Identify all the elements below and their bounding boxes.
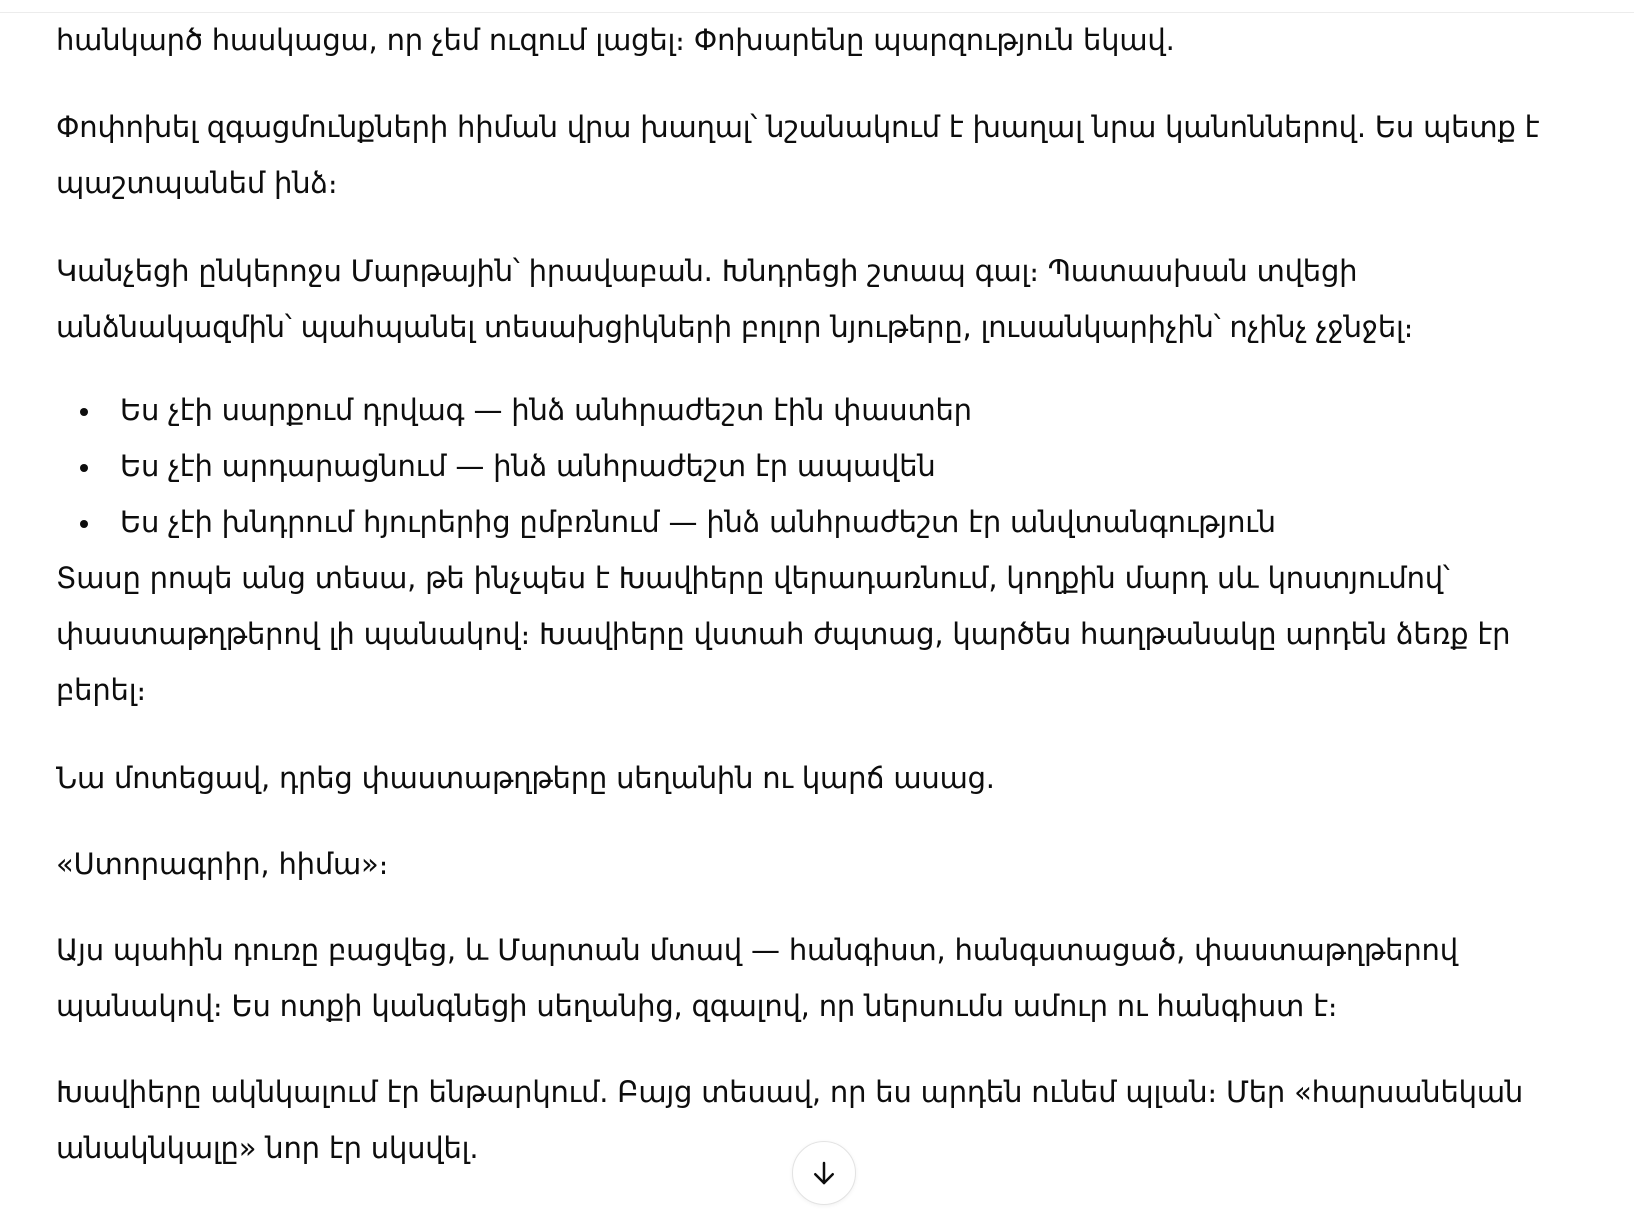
arrow-down-icon [809, 1158, 839, 1188]
paragraph: Նա մոտեցավ, դրեց փաստաթղթերը սեղանին ու կարճ ասաց. [56, 761, 995, 795]
paragraph: հանկարծ հասկացա, որ չեմ ուզում լացել։ Փոխարենը պարզություն եկավ. [56, 23, 1175, 57]
list-item: Ես չէի սարքում դրվագ — ինձ անհրաժեշտ էին փաստեր [120, 382, 1576, 438]
paragraph-line: պանակով։ Ես ոտքի կանգնեցի սեղանից, զգալով, որ ներսումս ամուր ու հանգիստ է։ [56, 989, 1338, 1023]
message-content [56, 12, 1576, 1176]
paragraph-line: փաստաթղթերով լի պանակով։ Խավիերը վստահ ժպտաց, կարծես հաղթանակը արդեն ձեռք էր [56, 617, 1511, 651]
paragraph-line: Կանչեցի ընկերոջս Մարթային՝ իրավաբան. Խնդրեցի շտապ գալ։ Պատասխան տվեցի [56, 254, 1358, 288]
scroll-to-bottom-button[interactable] [792, 1141, 856, 1205]
paragraph-line: Տասը րոպե անց տեսա, թե ինչպես է Խավիերը վերադառնում, կողքին մարդ սև կոստյումով՝ [56, 561, 1450, 595]
paragraph-line: անակնկալը» նոր էր սկսվել. [56, 1131, 479, 1165]
paragraph-line: Խավիերը ակնկալում էր ենթարկում. Բայց տեսավ, որ ես արդեն ունեմ պլան։ Մեր «հարսանեկան [56, 1075, 1524, 1109]
paragraph-line: անձնակազմին՝ պահպանել տեսախցիկների բոլոր նյութերը, լուսանկարիչին՝ ոչինչ չջնջել։ [56, 310, 1414, 344]
list-item: Ես չէի արդարացնում — ինձ անհրաժեշտ էր ապավեն [120, 438, 1576, 494]
paragraph: «Ստորագրիր, հիմա»։ [56, 847, 389, 881]
bullet-list [56, 382, 1576, 550]
paragraph-line: պաշտպանեմ ինձ։ [56, 166, 338, 200]
paragraph-line: բերել։ [56, 673, 146, 707]
paragraph-line: Փոփոխել զգացմունքների հիման վրա խաղալ՝ նշանակում է խաղալ նրա կանոններով. Ես պետք է [56, 110, 1540, 144]
paragraph-line: Այս պահին դուռը բացվեց, և Մարտան մտավ — հանգիստ, հանգստացած, փաստաթղթերով [56, 933, 1458, 967]
list-item: Ես չէի խնդրում հյուրերից ըմբռնում — ինձ անհրաժեշտ էր անվտանգություն [120, 494, 1576, 550]
